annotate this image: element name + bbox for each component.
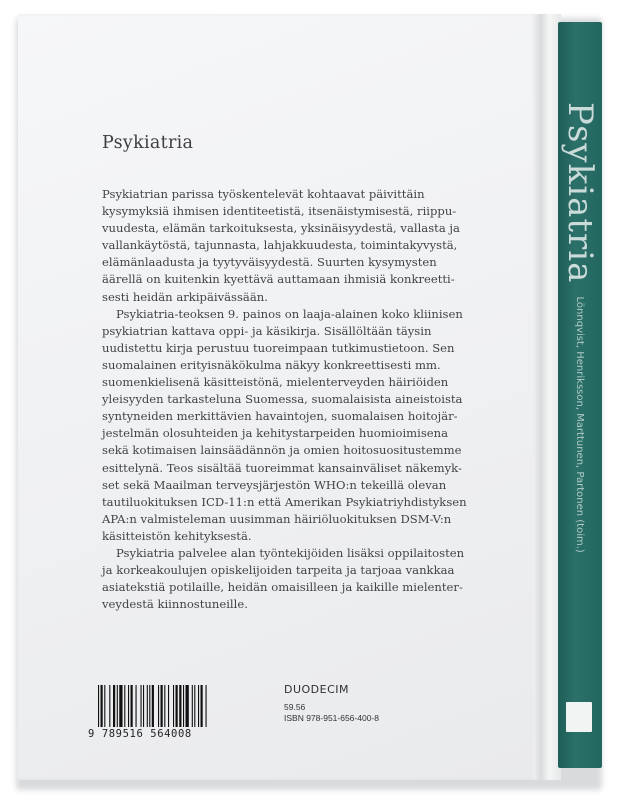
cover-title: Psykiatria — [102, 133, 194, 153]
barcode-bar — [206, 685, 207, 727]
blurb-line: jestelmän olosuhteiden ja kehitystarpeiden huomioimisena — [102, 426, 449, 441]
blurb-line: yleisyyden tarkasteluna Suomessa, suomalaisista aineistoista — [102, 392, 463, 407]
blurb-line: elämänlaadusta ja tyytyväisyydestä. Suurten kysymysten — [102, 255, 437, 270]
spine-authors: Lönnqvist, Henriksson, Marttunen, Partonen (toim.) — [574, 296, 586, 553]
blurb-line: APA:n valmisteleman uusimman häiriöluokituksen DSM-V:n — [102, 511, 452, 526]
blurb-line: vallankäytöstä, tajunnasta, lahjakkuudesta, toimintakyvystä, — [102, 238, 458, 253]
barcode-bar — [98, 685, 99, 727]
barcode-bar — [136, 685, 137, 727]
barcode-bars — [98, 685, 248, 727]
barcode-bar — [152, 685, 154, 727]
barcode-bar — [201, 685, 203, 727]
blurb-line: uudistettu kirja perustuu tuoreimpaan tutkimustietoon. Sen — [102, 340, 455, 355]
barcode-bar — [198, 685, 199, 727]
blurb-line: veydestä kiinnostuneille. — [102, 597, 248, 612]
barcode-bar — [176, 685, 178, 727]
publisher-name: DUODECIM — [284, 683, 350, 696]
barcode-bar — [149, 685, 150, 727]
blurb-line: sekä kotimaisen lainsäädännön ja omien hoitosuositustemme — [102, 443, 462, 458]
blurb-line: kysymyksiä ihmisen identiteetistä, itsenäistymisestä, riippu- — [102, 204, 457, 219]
spine-title: Psykiatria — [560, 102, 600, 284]
blurb-line: Psykiatrian parissa työskentelevät kohtaavat päivittäin — [102, 187, 425, 201]
barcode-bar — [164, 685, 165, 727]
barcode-bar — [168, 685, 169, 727]
barcode-bar — [117, 685, 118, 727]
barcode-bar — [192, 685, 193, 727]
barcode-digits: 9 789516 564008 — [88, 728, 192, 740]
blurb-paragraph-1 — [102, 186, 514, 306]
barcode-bar — [186, 685, 189, 727]
blurb-line: vuudesta, elämän tarkoituksesta, yksinäisyydestä, vallasta ja — [102, 221, 460, 236]
barcode-bar — [194, 685, 195, 727]
blurb-line: asiatekstiä potilaille, heidän omaisilleen ja kaikille mielenter- — [102, 580, 463, 595]
barcode-bar — [183, 685, 184, 727]
spine-logo — [566, 702, 592, 732]
blurb-line: äärellä on kuitenkin kyettävä auttamaan ihmisiä konkreetti- — [102, 272, 455, 287]
book-spine — [558, 22, 602, 768]
blurb-paragraph-2 — [102, 306, 514, 545]
barcode-bar — [131, 685, 133, 727]
barcode-bar — [101, 685, 103, 727]
barcode — [88, 683, 260, 743]
blurb-line: esittelynä. Teos sisältää tuoreimmat kansainväliset näkemyk- — [102, 460, 462, 475]
blurb-line: Psykiatria palvelee alan työntekijöiden lisäksi oppilaitosten — [116, 545, 465, 560]
barcode-bar — [109, 685, 110, 727]
price-code: 59.56 — [284, 702, 306, 712]
isbn: ISBN 978-951-656-400-8 — [284, 713, 379, 723]
barcode-bar — [104, 685, 105, 727]
blurb-line: psykiatrian kattava oppi- ja käsikirja. Sisällöltään täysin — [102, 323, 432, 338]
barcode-bar — [161, 685, 163, 727]
cover-hinge — [533, 14, 549, 780]
blurb-line: syntyneiden merkittävien havaintojen, suomalaisen hoitojär- — [102, 409, 458, 424]
barcode-bar — [147, 685, 148, 727]
spine-text — [560, 102, 600, 553]
barcode-bar — [113, 685, 115, 727]
blurb — [102, 186, 514, 613]
barcode-bar — [158, 685, 159, 727]
barcode-bar — [119, 685, 122, 727]
blurb-line: Psykiatria-teoksen 9. painos on laaja-alainen koko kliinisen — [116, 306, 463, 321]
barcode-bar — [124, 685, 125, 727]
blurb-line: set sekä Maailman terveysjärjestön WHO:n tekeillä olevan — [102, 477, 447, 492]
blurb-line: tautiluokituksen ICD-11:n että Amerikan Psykiatriyhdistyksen — [102, 494, 467, 509]
blurb-line: suomalainen erityisnäkökulma näkyy konkreettisesti mm. — [102, 357, 441, 372]
blurb-line: ja korkeakoulujen opiskelijoiden tarpeita ja tarjoaa vankkaa — [102, 563, 455, 578]
barcode-bar — [141, 685, 142, 727]
blurb-paragraph-3 — [102, 545, 514, 613]
barcode-bar — [143, 685, 144, 727]
blurb-line: sesti heidän arkipäivässään. — [102, 289, 268, 304]
barcode-bar — [128, 685, 129, 727]
barcode-bar — [179, 685, 181, 727]
barcode-bar — [173, 685, 174, 727]
blurb-line: suomenkielisenä käsitteistönä, mielenterveyden häiriöiden — [102, 375, 449, 390]
blurb-line: käsitteistön kehityksestä. — [102, 528, 252, 543]
